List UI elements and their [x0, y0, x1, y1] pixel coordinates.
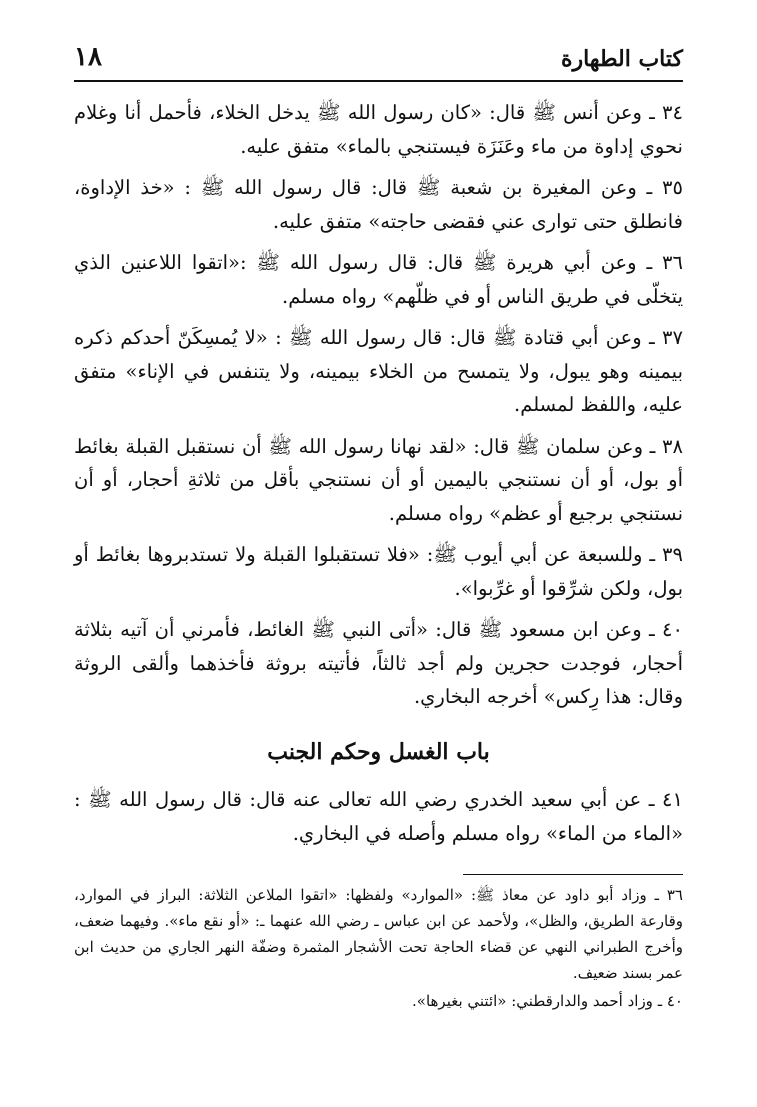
hadith-paragraph: ٤١ ـ عن أبي سعيد الخدري رضي الله تعالى عنه قال: قال رسول الله ﷺ : «الماء من الماء» رواه مسلم وأصله في البخاري.: [74, 788, 683, 845]
section-title: باب الغسل وحكم الجنب: [267, 738, 490, 765]
hadith-paragraph: ٣٨ ـ وعن سلمان ﷺ قال: «لقد نهانا رسول الله ﷺ أن نستقبل القبلة بغائط أو بول، أو أن نستنجي باليمين أو أن نستنجي بأقل من ثلاثةِ أحجار، أو أن نستنجي برجيع أو عظم» رواه مسلم.: [74, 434, 683, 525]
page-number: ١٨: [74, 42, 102, 72]
hadith-paragraph: ٣٩ ـ وللسبعة عن أبي أيوب ﷺ: «فلا تستقبلوا القبلة ولا تستدبروها بغائط أو بول، ولكن شرِّقوا أو غرِّبوا».: [74, 543, 683, 600]
footnotes: [74, 882, 683, 1016]
main-text: [74, 96, 683, 858]
hadith-paragraph: ٣٧ ـ وعن أبي قتادة ﷺ قال: قال رسول الله ﷺ : «لا يُمسِكَنّ أحدكم ذكره بيمينه وهو يبول، ولا يتمسح من الخلاء بيمينه، ولا يتنفس في الإناء» متفق عليه، واللفظ لمسلم.: [74, 326, 683, 416]
footnote: ٤٠ ـ وزاد أحمد والدارقطني: «ائتني بغيرها».: [412, 992, 683, 1010]
book-title: كتاب الطهارة: [560, 46, 683, 72]
hadith-paragraph: ٤٠ ـ وعن ابن مسعود ﷺ قال: «أتى النبي ﷺ الغائط، فأمرني أن آتيه بثلاثة أحجار، فوجدت حجرين ولم أجد ثالثاً، فأتيته بروثة فأخذهما وألقى الروثة وقال: هذا رِكس» أخرجه البخاري.: [74, 618, 683, 708]
footnote-separator: [463, 874, 683, 875]
hadith-paragraph: ٣٥ ـ وعن المغيرة بن شعبة ﷺ قال: قال رسول الله ﷺ : «خذ الإداوة، فانطلق حتى توارى عني فقضى حاجته» متفق عليه.: [74, 176, 683, 233]
hadith-paragraph: ٣٤ ـ وعن أنس ﷺ قال: «كان رسول الله ﷺ يدخل الخلاء، فأحمل أنا وغلام نحوي إداوة من ماء وعَنَزَة فيستنجي بالماء» متفق عليه.: [74, 101, 683, 158]
footnote: ٣٦ ـ وزاد أبو داود عن معاذ ﷺ: «الموارد» ولفظها: «اتقوا الملاعن الثلاثة: البراز في الموارد، وقارعة الطريق، والظل»، ولأحمد عن ابن عباس ـ رضي الله عنهما ـ: «أو نقع ماء». وفيهما ضعف، وأخرج الطبراني النهي عن قضاء الحاجة تحت الأشجار المثمرة وضفّة النهر الجاري من حديث ابن عمر بسند ضعيف.: [74, 886, 683, 982]
page-header: [74, 40, 683, 82]
hadith-paragraph: ٣٦ ـ وعن أبي هريرة ﷺ قال: قال رسول الله ﷺ :«اتقوا اللاعنين الذي يتخلّى في طريق الناس أو في ظلّهم» رواه مسلم.: [74, 251, 683, 308]
